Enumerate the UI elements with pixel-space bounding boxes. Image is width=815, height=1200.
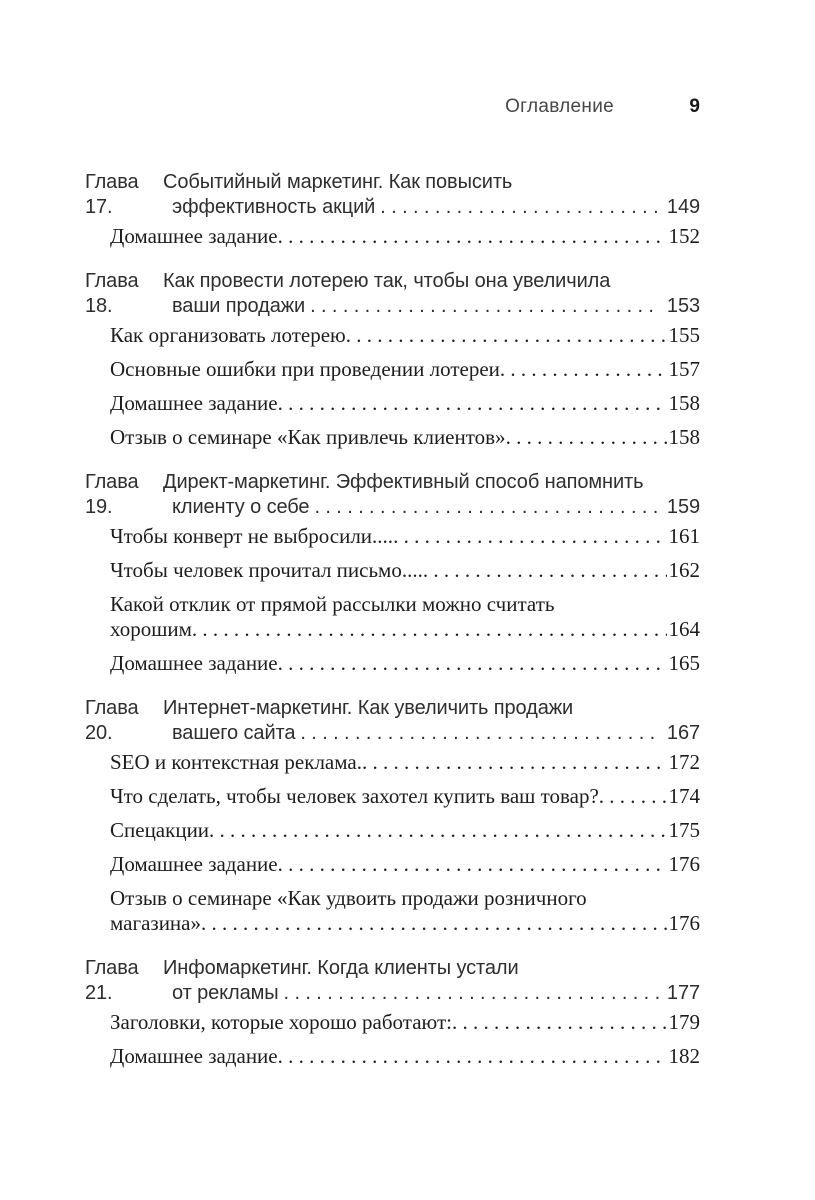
toc-line (163, 269, 700, 294)
chapter-title-text: вашего сайта (172, 722, 296, 744)
section-title-text: Отзыв о семинаре «Как привлечь клиентов» (110, 425, 506, 449)
chapter-title-block (163, 269, 700, 319)
page-number: 9 (689, 96, 700, 117)
toc-line (110, 357, 700, 382)
entry-page-number: 157 (668, 357, 700, 381)
dot-leader (346, 323, 667, 348)
chapter-title-text: Инфомаркетинг. Когда клиенты устали (163, 957, 519, 979)
entry-page-number: 153 (666, 295, 700, 317)
entry-page-number: 176 (668, 852, 700, 876)
chapter-title-text: клиенту о себе (172, 496, 310, 518)
dot-leader (393, 524, 666, 549)
toc-chapter-entry (85, 269, 700, 319)
toc-sub-entry (85, 558, 700, 583)
dot-leader (506, 425, 667, 450)
entry-page-number: 164 (668, 617, 700, 641)
toc-line (163, 294, 700, 319)
toc-line (110, 852, 700, 877)
toc-sub-entry (85, 1010, 700, 1035)
entry-page-number: 162 (668, 558, 700, 582)
toc-sub-entry (85, 357, 700, 382)
section-title-text: Домашнее задание (110, 391, 278, 415)
section-title-text: Отзыв о семинаре «Как удвоить продажи розничного (110, 886, 587, 910)
page-header (85, 96, 700, 118)
entry-page-number: 176 (668, 911, 700, 935)
entry-page-number: 149 (666, 196, 700, 218)
entry-page-number: 158 (668, 391, 700, 415)
section-title-text: Чтобы человек прочитал письмо.... (110, 558, 423, 582)
section-title-text: Заголовки, которые хорошо работают: (110, 1010, 452, 1034)
toc-sub-entry (85, 750, 700, 775)
table-of-contents (85, 170, 700, 1069)
toc-sub-entry (85, 651, 700, 676)
toc-line (163, 981, 700, 1006)
toc-sub-entry (85, 391, 700, 416)
section-title-text: хорошим (110, 617, 192, 641)
entry-page-number: 152 (668, 224, 700, 248)
toc-line (163, 495, 700, 520)
dot-leader (278, 651, 667, 676)
entry-page-number: 174 (668, 784, 700, 808)
toc-chapter-entry (85, 170, 700, 220)
chapter-title-block (163, 696, 700, 746)
toc-line (163, 721, 700, 746)
dot-leader (300, 721, 660, 746)
section-title-text: Спецакции (110, 818, 210, 842)
entry-page-number: 175 (668, 818, 700, 842)
running-title: Оглавление (505, 96, 614, 117)
toc-sub-entry (85, 818, 700, 843)
section-title-text: Основные ошибки при проведении лотереи (110, 357, 500, 381)
dot-leader (278, 391, 667, 416)
chapter-title-text: Интернет-маркетинг. Как увеличить продажи (163, 697, 574, 719)
dot-leader (314, 495, 659, 520)
dot-leader (278, 224, 667, 249)
toc-line (110, 391, 700, 416)
section-title-text: Как организовать лотерею (110, 323, 346, 347)
entry-page-number: 179 (668, 1010, 700, 1034)
toc-line (163, 956, 700, 981)
entry-page-number: 177 (666, 982, 700, 1004)
dot-leader (209, 818, 666, 843)
toc-line (110, 1010, 700, 1035)
toc-line (163, 696, 700, 721)
dot-leader (201, 911, 667, 936)
toc-chapter-entry (85, 956, 700, 1006)
section-title-text: Домашнее задание (110, 224, 278, 248)
toc-line (110, 617, 700, 642)
entry-page-number: 167 (666, 722, 700, 744)
chapter-title-text: от рекламы (172, 982, 279, 1004)
toc-chapter-entry (85, 470, 700, 520)
section-title-text: Какой отклик от прямой рассылки можно считать (110, 592, 555, 616)
entry-page-number: 161 (668, 524, 700, 548)
chapter-label: Глава 17. (85, 171, 139, 218)
toc-sub-entry (85, 224, 700, 249)
chapter-title-text: Как провести лотерею так, чтобы она увеличила (163, 270, 611, 292)
toc-line (110, 425, 700, 450)
chapter-title-text: Директ-маркетинг. Эффективный способ напомнить (163, 471, 644, 493)
dot-leader (380, 195, 660, 220)
toc-line (110, 818, 700, 843)
entry-page-number: 172 (668, 750, 700, 774)
toc-line (110, 1044, 700, 1069)
toc-line (110, 886, 700, 911)
section-title-text: Домашнее задание (110, 852, 278, 876)
toc-line (110, 524, 700, 549)
toc-line (110, 323, 700, 348)
toc-line (163, 470, 700, 495)
toc-sub-entry (85, 886, 700, 936)
toc-sub-entry (85, 425, 700, 450)
chapter-label: Глава 20. (85, 697, 139, 744)
toc-line (110, 784, 700, 809)
toc-line (110, 558, 700, 583)
chapter-label: Глава 19. (85, 471, 139, 518)
entry-page-number: 155 (668, 323, 700, 347)
toc-sub-entry (85, 784, 700, 809)
toc-line (110, 651, 700, 676)
dot-leader (500, 357, 667, 382)
chapter-title-block (163, 956, 700, 1006)
dot-leader (278, 852, 667, 877)
entry-page-number: 182 (668, 1044, 700, 1068)
toc-line (110, 592, 700, 617)
dot-leader (452, 1010, 667, 1035)
entry-page-number: 159 (666, 496, 700, 518)
chapter-title-text: эффективность акций (172, 196, 376, 218)
dot-leader (278, 1044, 667, 1069)
toc-line (110, 224, 700, 249)
section-title-text: Домашнее задание (110, 651, 278, 675)
entry-page-number: 165 (668, 651, 700, 675)
dot-leader (362, 750, 667, 775)
chapter-title-text: Событийный маркетинг. Как повысить (163, 171, 513, 193)
toc-sub-entry (85, 323, 700, 348)
section-title-text: Что сделать, чтобы человек захотел купить ваш товар? (110, 784, 599, 808)
section-title-text: Чтобы конверт не выбросили.... (110, 524, 394, 548)
toc-line (110, 750, 700, 775)
dot-leader (284, 981, 660, 1006)
toc-chapter-entry (85, 696, 700, 746)
section-title-text: магазина» (110, 911, 201, 935)
toc-sub-entry (85, 852, 700, 877)
entry-page-number: 158 (668, 425, 700, 449)
section-title-text: SEO и контекстная реклама. (110, 750, 362, 774)
chapter-title-block (163, 470, 700, 520)
chapter-title-text: ваши продажи (172, 295, 306, 317)
toc-sub-entry (85, 592, 700, 642)
toc-line (163, 170, 700, 195)
chapter-title-block (163, 170, 700, 220)
toc-sub-entry (85, 524, 700, 549)
dot-leader (310, 294, 660, 319)
dot-leader (599, 784, 667, 809)
dot-leader (423, 558, 667, 583)
chapter-label: Глава 18. (85, 270, 139, 317)
dot-leader (192, 617, 667, 642)
toc-line (163, 195, 700, 220)
toc-line (110, 911, 700, 936)
chapter-label: Глава 21. (85, 957, 139, 1004)
section-title-text: Домашнее задание (110, 1044, 278, 1068)
toc-sub-entry (85, 1044, 700, 1069)
